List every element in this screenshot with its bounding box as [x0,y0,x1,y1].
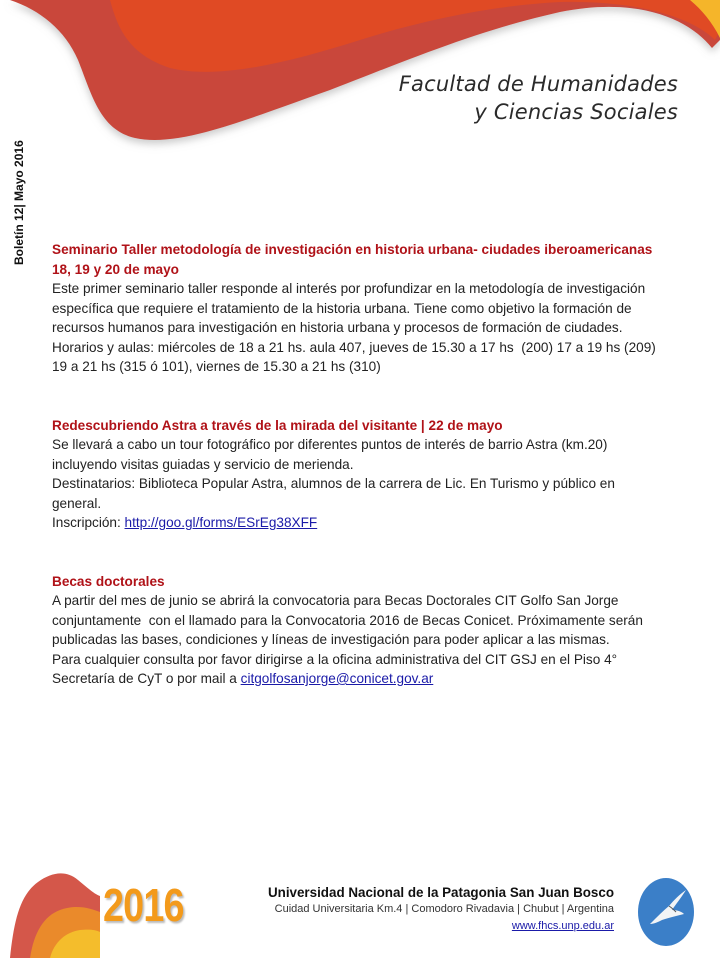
section-seminario [52,240,716,377]
faculty-line-1: Facultad de Humanidades [398,72,678,96]
email-label: Secretaría de CyT o por mail a [52,671,241,686]
body-line: recursos humanos para investigación en historia urbana y procesos de formación de ciudades. [52,320,623,335]
issue-label: Boletín 12| Mayo 2016 [12,140,26,265]
faculty-logo-text [378,70,678,126]
section-becas [52,572,716,689]
body-line: conjuntamente con el llamado para la Convocatoria 2016 de Becas Conicet. Próximamente serán [52,612,643,628]
section-title: Seminario Taller metodología de investigación en historia urbana- ciudades iberoamericanas [52,242,653,257]
university-info [268,884,614,935]
footer-year: 2016 [103,879,184,931]
body-line: general. [52,495,102,511]
footer-wave-graphic [0,850,110,960]
inscription-line [52,513,716,533]
university-name: Universidad Nacional de la Patagonia San Juan Bosco [267,885,614,900]
section-title: Redescubriendo Astra a través de la mirada del visitante | 22 de mayo [52,417,503,433]
faculty-line-2: y Ciencias Sociales [474,100,678,124]
email-line [52,669,716,689]
body-line: Destinatarios: Biblioteca Popular Astra, alumnos de la carrera de Lic. En Turismo y público en [52,476,615,491]
body-line: 19 a 21 hs (315 ó 101), viernes de 15.30 a 21 hs (310) [52,359,381,374]
university-address: Cuidad Universitaria Km.4 | Comodoro Rivadavia | Chubut | Argentina [274,903,614,915]
body-line: Este primer seminario taller responde al interés por profundizar en la metodología de investigación [52,281,646,296]
newsletter-body [52,240,716,689]
body-line: específica que requiere el tratamiento de la historia urbana. Tiene como objetivo la formación de [52,300,632,316]
section-astra [52,416,716,533]
body-line: Para cualquier consulta por favor dirigirse a la oficina administrativa del CIT GSJ en el Piso 4° [52,651,618,667]
website-link[interactable]: www.fhcs.unp.edu.ar [511,920,614,932]
body-line: Horarios y aulas: miércoles de 18 a 21 hs. aula 407, jueves de 15.30 a 17 hs (200) 17 a 19 hs (209) [52,339,656,355]
university-seal-icon [636,876,696,948]
email-link[interactable]: citgolfosanjorge@conicet.gov.ar [240,671,434,686]
body-line: Se llevará a cabo un tour fotográfico por diferentes puntos de interés de barrio Astra (km.20) [52,437,608,452]
section-title: Becas doctorales [52,573,165,589]
inscription-label: Inscripción: [52,515,125,530]
inscription-link[interactable]: http://goo.gl/forms/ESrEg38XFF [124,515,318,530]
section-date: 18, 19 y 20 de mayo [52,261,179,277]
body-line: incluyendo visitas guiadas y servicio de merienda. [52,456,354,472]
body-line: A partir del mes de junio se abrirá la convocatoria para Becas Doctorales CIT Golfo San Jorge [52,593,619,608]
body-line: publicadas las bases, condiciones y líneas de investigación para poder aplicar a las mismas. [52,632,610,647]
